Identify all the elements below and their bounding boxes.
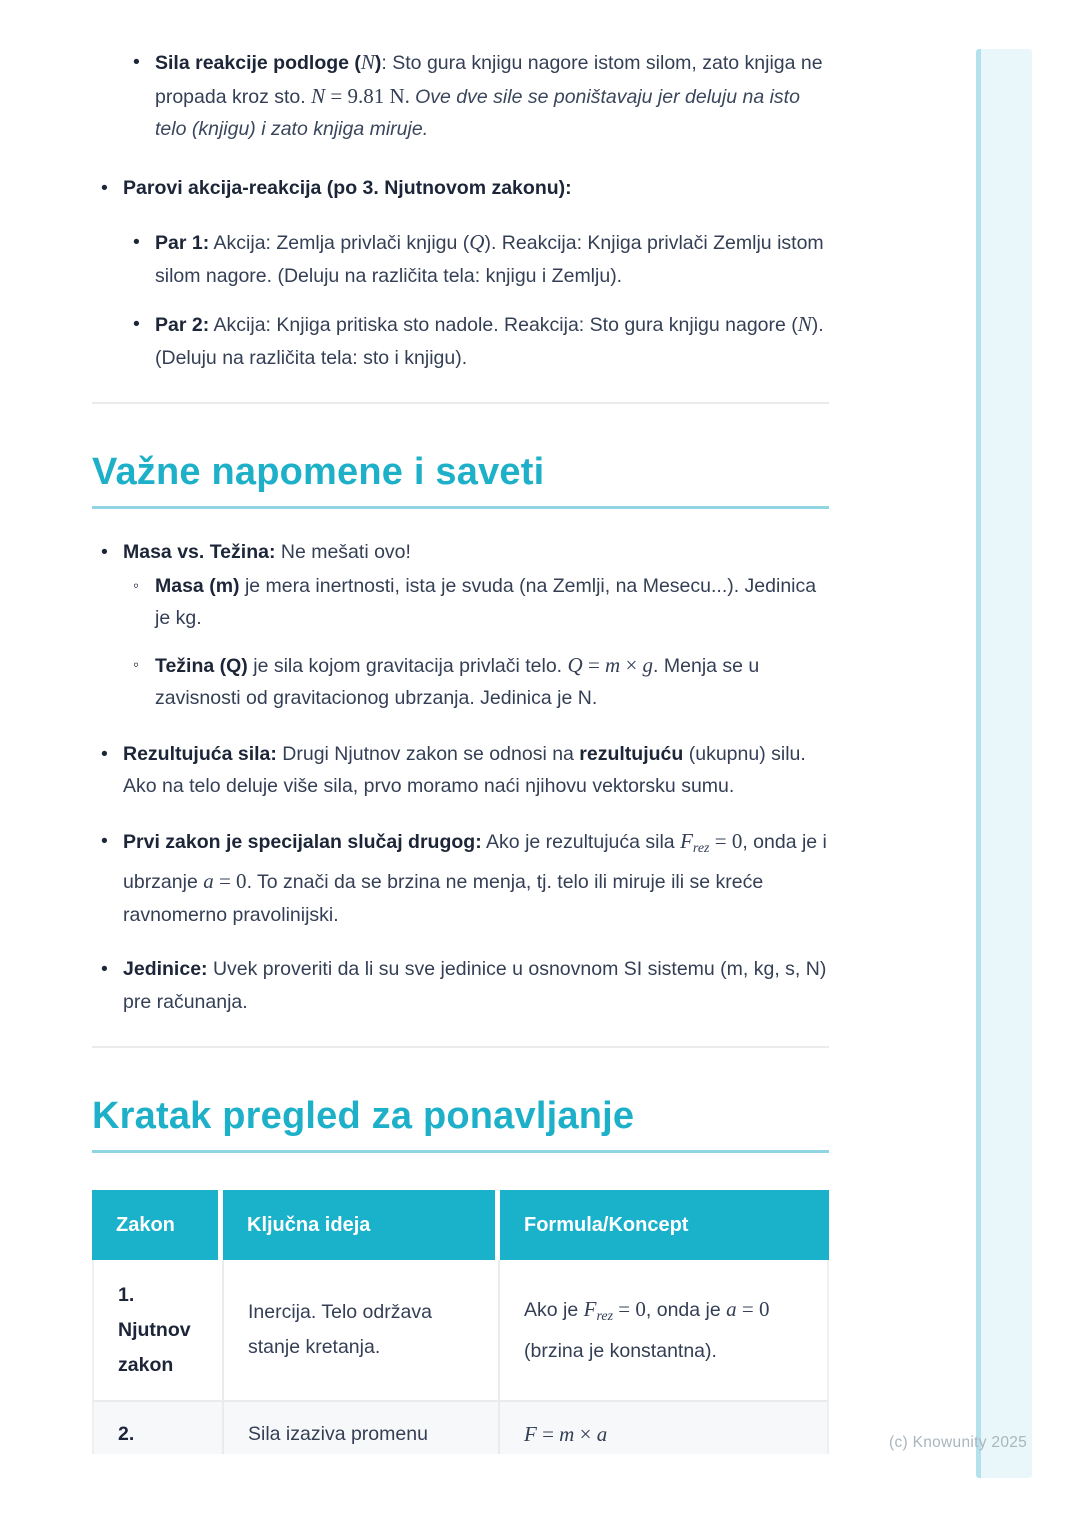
copyright-watermark: (c) Knowunity 2025 xyxy=(889,1434,1028,1451)
section-divider xyxy=(92,402,829,404)
list-item-text: Sila reakcije podloge (N): Sto gura knjigu nagore istom silom, zato knjiga ne propada kroz sto. N = 9.81 N. Ove dve sile se poništavaju jer deluju na isto telo (knjigu) i zato knjiga miruje. xyxy=(155,50,823,140)
list-item-text: Težina (Q) je sila kojom gravitacija privlači telo. Q = m × g. Menja se u zavisnosti od gravitacionog ubrzanja. Jedinica je N. xyxy=(155,652,760,709)
page-content xyxy=(92,0,829,1454)
list-item xyxy=(92,738,829,803)
list-item-text: Rezultujuća sila: Drugi Njutnov zakon se odnosi na rezultujuću (ukupnu) silu. Ako na telo deluje više sila, prvo moramo naći njihovu vektorsku sumu. xyxy=(123,742,806,797)
list-item xyxy=(92,172,829,205)
list-item-text: Jedinice: Uvek proveriti da li su sve jedinice u osnovnom SI sistemu (m, kg, s, N) pre računanja. xyxy=(123,958,827,1013)
list-item xyxy=(92,226,829,292)
list-item-text: Parovi akcija-reakcija (po 3. Njutnovom zakonu): xyxy=(123,176,572,199)
list-item xyxy=(92,825,829,932)
list-item xyxy=(92,649,829,715)
bullet-disc-marker: • xyxy=(101,958,108,980)
bullet-disc-marker: • xyxy=(133,313,140,335)
list-item-text: Par 1: Akcija: Zemlja privlači knjigu (Q). Reakcija: Knjiga privlači Zemlju istom silom nagore. (Deluju na različita tela: knjigu i Zemlju). xyxy=(155,230,824,287)
list-item xyxy=(92,953,829,1018)
bullet-disc-marker: • xyxy=(101,742,108,765)
cell-text: Inercija. Telo održava stanje kretanja. xyxy=(248,1301,432,1358)
bullet-circle-marker: ◦ xyxy=(133,575,140,595)
bullet-disc-marker: • xyxy=(133,51,140,73)
list-item-text: Masa vs. Težina: Ne mešati ovo! xyxy=(123,541,411,563)
table-header-cell: Ključna ideja xyxy=(223,1190,500,1260)
list-item xyxy=(92,46,829,146)
bullet-disc-marker: • xyxy=(133,231,140,253)
list-item xyxy=(92,570,829,635)
page-edge-stripe xyxy=(976,49,1032,1478)
table-row xyxy=(94,1400,827,1454)
cell-text: 2. xyxy=(118,1423,135,1445)
cell-text: Ako je $F_{rez} = 0$, onda je a = 0 (brzina je konstantna). xyxy=(524,1296,770,1362)
bullet-disc-marker: • xyxy=(101,829,108,852)
table-cell xyxy=(94,1260,224,1400)
table-body xyxy=(92,1260,829,1454)
table-cell xyxy=(94,1400,224,1454)
table-cell xyxy=(224,1260,500,1400)
list-item xyxy=(92,308,829,374)
table-cell xyxy=(224,1400,500,1454)
table-header-cell: Formula/Koncept xyxy=(500,1190,829,1260)
list-item-text: Par 2: Akcija: Knjiga pritiska sto nadole. Reakcija: Sto gura knjigu nagore (N). (Deluju na različita tela: sto i knjigu). xyxy=(155,312,824,369)
review-table xyxy=(92,1190,829,1454)
bullet-circle-marker: ◦ xyxy=(133,654,140,674)
list-item-text: Masa (m) je mera inertnosti, ista je svuda (na Zemlji, na Mesecu...). Jedinica je kg. xyxy=(155,574,817,629)
table-cell xyxy=(500,1260,827,1400)
cell-text: F = m × a xyxy=(524,1422,608,1446)
section-title-underline xyxy=(92,1150,829,1153)
table-cell xyxy=(500,1400,827,1454)
review-table-clip xyxy=(92,1190,829,1454)
table-header-cell: Zakon xyxy=(92,1190,223,1260)
bullet-disc-marker: • xyxy=(101,176,108,199)
section-title-review: Kratak pregled za ponavljanje xyxy=(92,1095,635,1137)
table-header-row xyxy=(92,1190,829,1260)
section-title-underline xyxy=(92,506,829,509)
cell-text: 1. Njutnov zakon xyxy=(118,1283,191,1376)
section-title-notes: Važne napomene i saveti xyxy=(92,451,545,493)
table-row xyxy=(94,1260,827,1400)
section-divider xyxy=(92,1046,829,1048)
list-item-text: Prvi zakon je specijalan slučaj drugog: Ako je rezultujuća sila $F_{rez} = 0$, onda je i ubrzanje a = 0. To znači da se brzina ne menja, tj. telo ili miruje ili se kreće ravnomerno pravolinijski. xyxy=(123,828,827,926)
list-item xyxy=(92,536,829,569)
cell-text: Sila izaziva promenu xyxy=(248,1423,428,1445)
bullet-disc-marker: • xyxy=(101,541,108,563)
